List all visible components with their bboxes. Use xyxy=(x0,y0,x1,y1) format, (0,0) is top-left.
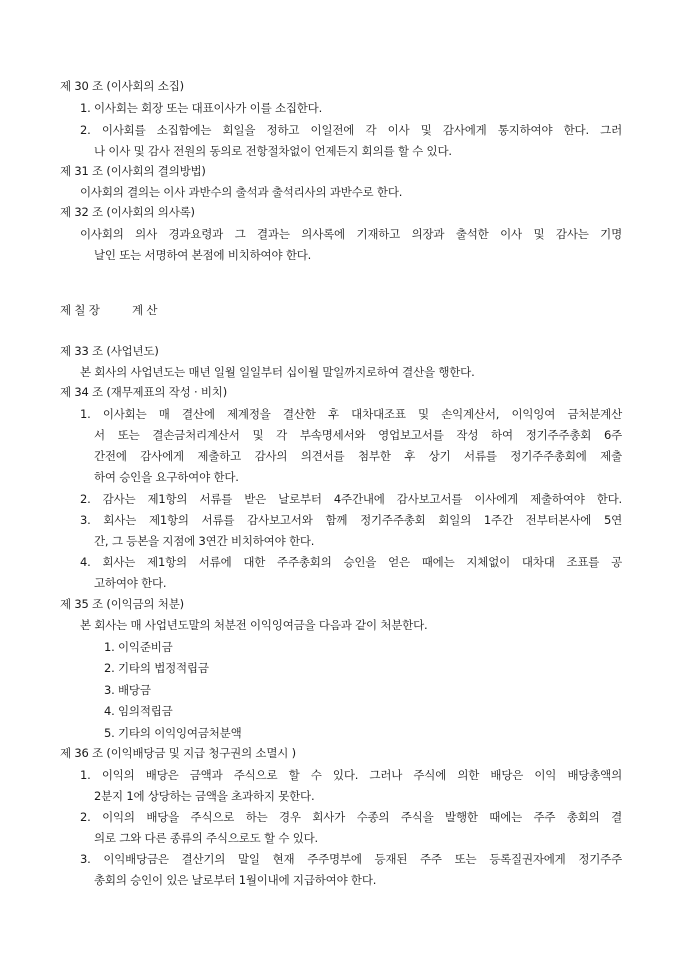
article-36-item-1-line-1: 1. 이익의 배당은 금액과 주식으로 할 수 있다. 그러나 주식에 의한 배당은 이익 배당총액의 xyxy=(80,768,622,782)
article-31-heading: 제 31 조 (이사회의 결의방법) xyxy=(60,164,206,178)
article-36-item-3-line-2: 총회의 승인이 있은 날로부터 1월이내에 지급하여야 한다. xyxy=(94,873,377,887)
article-35-item: 4. 임의적립금 xyxy=(104,704,173,718)
article-35-item: 5. 기타의 이익잉여금처분액 xyxy=(104,726,242,740)
article-30-item-2-line-1: 2. 이사회를 소집함에는 회일을 정하고 이일전에 각 이사 및 감사에게 통지하여야 한다. 그러 xyxy=(80,123,622,137)
article-36-item-1-line-2: 2분지 1에 상당하는 금액을 초과하지 못한다. xyxy=(94,789,315,803)
article-30-item-2-line-2: 나 이사 및 감사 전원의 동의로 전항절차없이 언제든지 회의를 할 수 있다. xyxy=(94,144,452,158)
article-33-heading: 제 33 조 (사업년도) xyxy=(60,344,159,358)
article-34-item-1-line-3: 간전에 감사에게 제출하고 감사의 의견서를 첨부한 후 상기 서류를 정기주주총회에 제출 xyxy=(94,449,622,463)
article-35-item: 2. 기타의 법정적립금 xyxy=(104,661,209,675)
article-30-item-1: 1. 이사회는 회장 또는 대표이사가 이를 소집한다. xyxy=(80,101,323,115)
article-35-body: 본 회사는 매 사업년도말의 처분전 이익잉여금을 다음과 같이 처분한다. xyxy=(80,618,428,632)
article-35-heading: 제 35 조 (이익금의 처분) xyxy=(60,597,184,611)
article-34-item-3-line-2: 간, 그 등본을 지점에 3연간 비치하여야 한다. xyxy=(94,534,315,548)
article-35-item: 3. 배당금 xyxy=(104,683,151,697)
article-36-item-2-line-2: 의로 그와 다른 종류의 주식으로도 할 수 있다. xyxy=(94,831,319,845)
chapter-number: 제 칠 장 xyxy=(60,303,100,317)
article-34-item-3-line-1: 3. 회사는 제1항의 서류를 감사보고서와 함께 정기주주총회 회일의 1주간 전부터본사에 5연 xyxy=(80,513,622,527)
article-35-item: 1. 이익준비금 xyxy=(104,640,173,654)
article-32-body-line-2: 날인 또는 서명하여 본점에 비치하여야 한다. xyxy=(94,248,312,262)
article-34-item-2: 2. 감사는 제1항의 서류를 받은 날로부터 4주간내에 감사보고서를 이사에게 제출하여야 한다. xyxy=(80,492,622,506)
article-34-item-1-line-2: 서 또는 결손금처리계산서 및 각 부속명세서와 영업보고서를 작성 하여 정기주주총회 6주 xyxy=(94,428,622,442)
article-36-item-3-line-1: 3. 이익배당금은 결산기의 말일 현재 주주명부에 등재된 주주 또는 등록질권자에게 정기주주 xyxy=(80,852,622,866)
article-33-body: 본 회사의 사업년도는 매년 일월 일일부터 십이월 말일까지로하여 결산을 행한다. xyxy=(80,365,475,379)
article-32-body-line-1: 이사회의 의사 경과요령과 그 결과는 의사록에 기재하고 의장과 출석한 이사 및 감사는 기명 xyxy=(80,227,622,241)
article-34-item-4-line-1: 4. 회사는 제1항의 서류에 대한 주주총회의 승인을 얻은 때에는 지체없이 대차대 조표를 공 xyxy=(80,555,622,569)
article-34-item-1-line-1: 1. 이사회는 매 결산에 제계정을 결산한 후 대차대조표 및 손익계산서, 이익잉여 금처분계산 xyxy=(80,407,622,421)
article-34-heading: 제 34 조 (재무제표의 작성 · 비치) xyxy=(60,385,227,399)
article-30-heading: 제 30 조 (이사회의 소집) xyxy=(60,79,184,93)
article-34-item-1-line-4: 하여 승인을 요구하여야 한다. xyxy=(94,470,239,484)
article-36-item-2-line-1: 2. 이익의 배당을 주식으로 하는 경우 회사가 수종의 주식을 발행한 때에는 주주 총회의 결 xyxy=(80,810,622,824)
article-32-heading: 제 32 조 (이사회의 의사록) xyxy=(60,205,195,219)
article-34-item-4-line-2: 고하여야 한다. xyxy=(94,576,167,590)
article-31-body: 이사회의 결의는 이사 과반수의 출석과 출석리사의 과반수로 한다. xyxy=(80,185,403,199)
chapter-title: 계 산 xyxy=(132,303,158,317)
article-36-heading: 제 36 조 (이익배당금 및 지급 청구권의 소멸시 ) xyxy=(60,746,296,760)
